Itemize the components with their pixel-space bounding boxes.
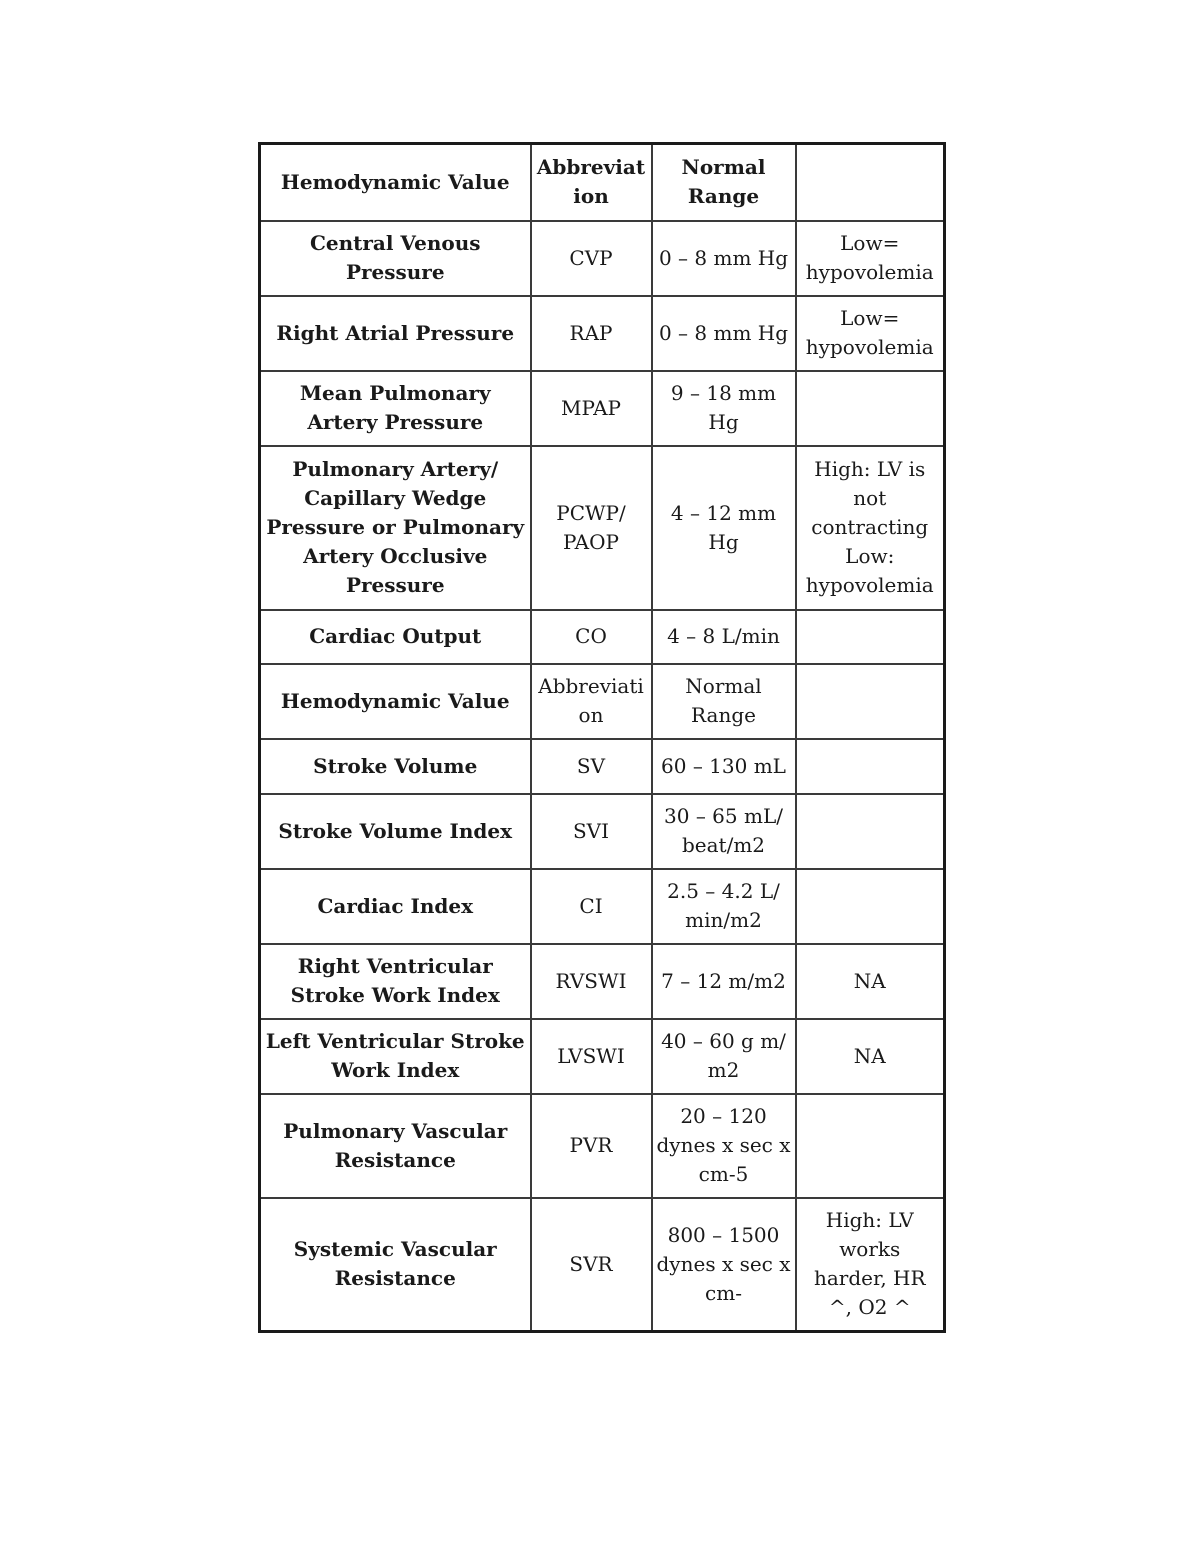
value-name-cell: Hemodynamic Value: [260, 664, 531, 739]
value-name-cell: Mean Pulmonary Artery Pressure: [260, 371, 531, 446]
abbreviation-cell: RVSWI: [531, 944, 652, 1019]
note-cell: [796, 371, 945, 446]
abbreviation-cell: CI: [531, 869, 652, 944]
value-name-cell: Stroke Volume Index: [260, 794, 531, 869]
header-note-cell: [796, 144, 945, 221]
value-name-cell: Pulmonary Vascular Resistance: [260, 1094, 531, 1198]
value-name-cell: Right Atrial Pressure: [260, 296, 531, 371]
normal-range-cell: 20 – 120 dynes x sec x cm-5: [652, 1094, 796, 1198]
table-row: [260, 296, 945, 371]
normal-range-cell: 9 – 18 mm Hg: [652, 371, 796, 446]
table-row: [260, 739, 945, 794]
table-row: [260, 1094, 945, 1198]
normal-range-cell: 30 – 65 mL/ beat/m2: [652, 794, 796, 869]
note-cell: [796, 869, 945, 944]
value-name-cell: Cardiac Output: [260, 610, 531, 664]
abbreviation-cell: SVR: [531, 1198, 652, 1332]
note-cell: [796, 1094, 945, 1198]
note-cell: [796, 739, 945, 794]
value-name-cell: Central Venous Pressure: [260, 221, 531, 296]
normal-range-cell: 60 – 130 mL: [652, 739, 796, 794]
abbreviation-cell: LVSWI: [531, 1019, 652, 1094]
note-cell: High: LV is not contracting Low: hypovolemia: [796, 446, 945, 610]
note-cell: Low= hypovolemia: [796, 221, 945, 296]
normal-range-cell: 4 – 8 L/min: [652, 610, 796, 664]
abbreviation-cell: RAP: [531, 296, 652, 371]
header-abbr-cell: Abbreviat ion: [531, 144, 652, 221]
note-cell: [796, 794, 945, 869]
abbreviation-cell: SVI: [531, 794, 652, 869]
value-name-cell: Cardiac Index: [260, 869, 531, 944]
table-row: [260, 869, 945, 944]
table-row: [260, 1198, 945, 1332]
normal-range-cell: Normal Range: [652, 664, 796, 739]
table-row: [260, 610, 945, 664]
abbreviation-cell: CO: [531, 610, 652, 664]
table-row: [260, 944, 945, 1019]
normal-range-cell: 7 – 12 m/m2: [652, 944, 796, 1019]
note-cell: NA: [796, 944, 945, 1019]
value-name-cell: Stroke Volume: [260, 739, 531, 794]
hemodynamic-values-table: [258, 142, 946, 1333]
table-row: [260, 371, 945, 446]
normal-range-cell: 0 – 8 mm Hg: [652, 296, 796, 371]
value-name-cell: Left Ventricular Stroke Work Index: [260, 1019, 531, 1094]
note-cell: Low= hypovolemia: [796, 296, 945, 371]
value-name-cell: Pulmonary Artery/ Capillary Wedge Pressure or Pulmonary Artery Occlusive Pressure: [260, 446, 531, 610]
table-row: [260, 221, 945, 296]
table-row: [260, 446, 945, 610]
abbreviation-cell: PCWP/ PAOP: [531, 446, 652, 610]
abbreviation-cell: SV: [531, 739, 652, 794]
table-row: [260, 1019, 945, 1094]
value-name-cell: Systemic Vascular Resistance: [260, 1198, 531, 1332]
note-cell: [796, 610, 945, 664]
normal-range-cell: 40 – 60 g m/ m2: [652, 1019, 796, 1094]
abbreviation-cell: Abbreviati on: [531, 664, 652, 739]
header-name-cell: Hemodynamic Value: [260, 144, 531, 221]
note-cell: High: LV works harder, HR ^, O2 ^: [796, 1198, 945, 1332]
normal-range-cell: 2.5 – 4.2 L/ min/m2: [652, 869, 796, 944]
value-name-cell: Right Ventricular Stroke Work Index: [260, 944, 531, 1019]
table-row: [260, 664, 945, 739]
abbreviation-cell: CVP: [531, 221, 652, 296]
normal-range-cell: 4 – 12 mm Hg: [652, 446, 796, 610]
table-row: [260, 794, 945, 869]
note-cell: [796, 664, 945, 739]
normal-range-cell: 800 – 1500 dynes x sec x cm-: [652, 1198, 796, 1332]
abbreviation-cell: MPAP: [531, 371, 652, 446]
normal-range-cell: 0 – 8 mm Hg: [652, 221, 796, 296]
abbreviation-cell: PVR: [531, 1094, 652, 1198]
note-cell: NA: [796, 1019, 945, 1094]
table-header-row: [260, 144, 945, 221]
header-range-cell: Normal Range: [652, 144, 796, 221]
